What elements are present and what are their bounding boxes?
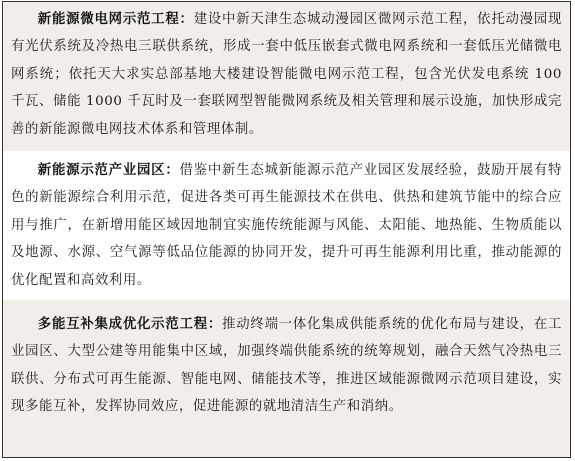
section-body: 推动终端一体化集成供能系统的优化布局与建设，在工业园区、大型公建等用能集中区域，加强终端供能系统的统筹规划，融合天然气冷热电三联供、分布式可再生能源、智能电网、储能技术等，推进区域能源微网示范项目建设，实现多能互补，发挥协同效应，促进能源的就地清洁生产和消纳。 xyxy=(11,317,562,415)
content-box xyxy=(2,1,571,458)
section-heading: 新能源微电网示范工程： xyxy=(37,11,194,27)
section-heading: 多能互补集成优化示范工程： xyxy=(37,316,223,332)
section-body: 建设中新天津生态城动漫园区微网示范工程，依托动漫园现有光伏系统及冷热电三联供系统，形成一套中低压嵌套式微电网系统和一套低压光储微电网系统；依托天大求实总部基地大楼建设智能微电网示范工程，包含光伏发电系统 100 千瓦、储能 1000 千瓦时及一套联网型智能微网系统及相关管理和展示设施，加快形成完善的新能源微电网技术体系和管理体制。 xyxy=(11,12,562,137)
section-industrial-park xyxy=(3,151,570,300)
paragraph xyxy=(11,157,562,294)
section-heading: 新能源示范产业园区： xyxy=(37,162,180,178)
section-body: 借鉴中新生态城新能源示范产业园区发展经验，鼓励开展有特色的新能源综合利用示范，促进各类可再生能源技术在供电、供热和建筑节能中的综合应用与推广，在新增用能区域因地制宜实施传统能源与风能、太阳能、地热能、生物质能以及地源、水源、空气源等低品位能源的协同开发，提升可再生能源利用比重，推动能源的优化配置和高效利用。 xyxy=(11,163,563,288)
section-multi-energy xyxy=(3,300,570,457)
section-microgrid-demo xyxy=(3,2,570,151)
paragraph xyxy=(11,311,562,421)
paragraph xyxy=(11,6,562,143)
